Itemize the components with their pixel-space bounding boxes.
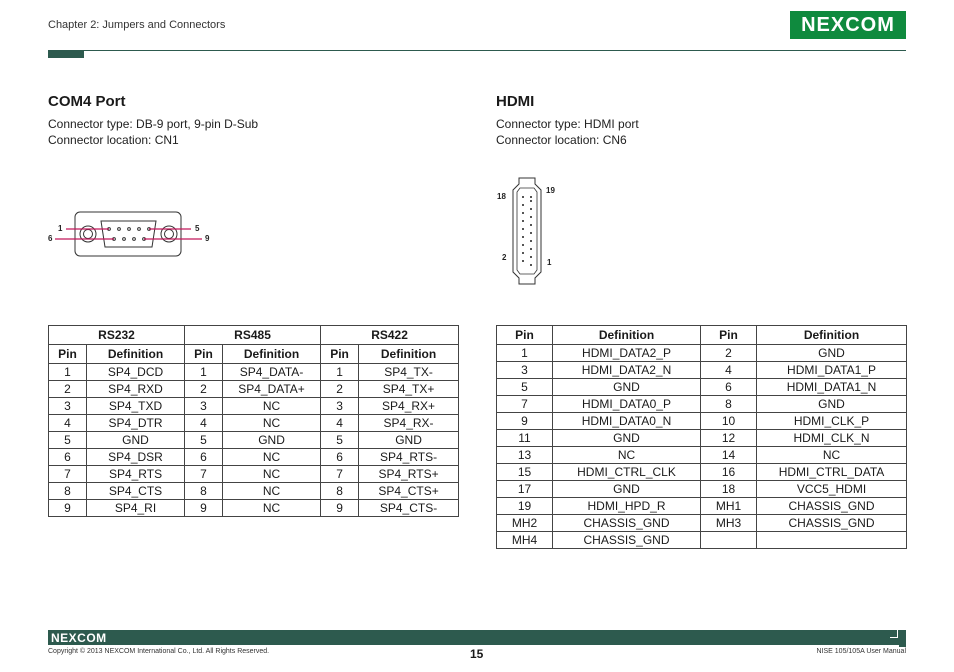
table-cell: 2: [49, 381, 87, 398]
table-row: [49, 432, 459, 449]
table-cell: GND: [359, 432, 459, 449]
table-cell: CHASSIS_GND: [553, 532, 701, 549]
table-cell: 13: [497, 447, 553, 464]
table-cell: NC: [223, 398, 321, 415]
table-cell: 8: [321, 483, 359, 500]
table-row: [49, 466, 459, 483]
table-cell: 7: [49, 466, 87, 483]
table-cell: SP4_RI: [87, 500, 185, 517]
table-row: [497, 464, 907, 481]
table-cell: HDMI_CLK_P: [757, 413, 907, 430]
table-cell: SP4_RTS: [87, 466, 185, 483]
copyright-text: Copyright © 2013 NEXCOM International Co., Ltd. All Rights Reserved.: [48, 648, 270, 655]
nexcom-logo: [790, 11, 906, 39]
table-cell: NC: [223, 500, 321, 517]
col-header: Pin: [185, 345, 223, 364]
table-cell: SP4_DATA+: [223, 381, 321, 398]
table-group-header: [49, 326, 459, 345]
table-cell: 7: [321, 466, 359, 483]
group-rs485: RS485: [185, 326, 321, 345]
table-row: [49, 364, 459, 381]
table-cell: 9: [49, 500, 87, 517]
table-cell: 18: [701, 481, 757, 498]
db9-pin-1-label: 1: [58, 224, 63, 233]
table-cell: 16: [701, 464, 757, 481]
table-row: [497, 447, 907, 464]
table-cell: GND: [553, 379, 701, 396]
table-cell: SP4_CTS-: [359, 500, 459, 517]
table-cell: 4: [321, 415, 359, 432]
hdmi-title: HDMI: [496, 93, 535, 110]
table-cell: 1: [49, 364, 87, 381]
col-header: Pin: [701, 326, 757, 345]
table-cell: 7: [185, 466, 223, 483]
table-cell: SP4_DSR: [87, 449, 185, 466]
col-header: Definition: [553, 326, 701, 345]
table-cell: 8: [49, 483, 87, 500]
table-cell: 10: [701, 413, 757, 430]
db9-connector-diagram: [55, 208, 220, 260]
hdmi-pin-2-label: 2: [502, 253, 507, 262]
table-cell: 5: [321, 432, 359, 449]
db9-pin-5-label: 5: [195, 224, 200, 233]
table-cell: NC: [223, 415, 321, 432]
db9-pin-9-label: 9: [205, 234, 210, 243]
table-cell: CHASSIS_GND: [757, 498, 907, 515]
table-cell: 9: [497, 413, 553, 430]
table-row: [49, 398, 459, 415]
table-row: [49, 483, 459, 500]
col-header: Definition: [223, 345, 321, 364]
com4-title: COM4 Port: [48, 93, 126, 110]
table-cell: HDMI_CTRL_CLK: [553, 464, 701, 481]
table-row: [497, 362, 907, 379]
table-cell: HDMI_DATA1_P: [757, 362, 907, 379]
footer-square: [890, 630, 897, 637]
logo-text: NEXCOM: [801, 13, 895, 36]
table-cell: 3: [185, 398, 223, 415]
hdmi-pin-1-label: 1: [547, 258, 552, 267]
table-cell: SP4_TX-: [359, 364, 459, 381]
table-cell: 5: [49, 432, 87, 449]
table-cell: 1: [321, 364, 359, 381]
col-header: Pin: [321, 345, 359, 364]
col-header: Pin: [49, 345, 87, 364]
table-cell: SP4_DCD: [87, 364, 185, 381]
com4-pin-table: [48, 325, 459, 517]
table-cell: 3: [49, 398, 87, 415]
com4-type: Connector type: DB-9 port, 9-pin D-Sub: [48, 117, 259, 131]
table-cell: 2: [185, 381, 223, 398]
table-cell: GND: [553, 430, 701, 447]
table-cell: 1: [185, 364, 223, 381]
table-cell: 5: [185, 432, 223, 449]
table-cell: MH4: [497, 532, 553, 549]
table-cell: HDMI_CLK_N: [757, 430, 907, 447]
table-cell: GND: [757, 345, 907, 362]
hdmi-type: Connector type: HDMI port: [496, 117, 639, 131]
table-cell: HDMI_DATA0_N: [553, 413, 701, 430]
table-cell: SP4_RX-: [359, 415, 459, 432]
table-cell: GND: [553, 481, 701, 498]
table-cell: 11: [497, 430, 553, 447]
footer-square: [899, 640, 906, 647]
table-cell: SP4_CTS+: [359, 483, 459, 500]
table-cell: SP4_RTS+: [359, 466, 459, 483]
table-row: [497, 430, 907, 447]
table-cell: GND: [757, 396, 907, 413]
table-row: [49, 500, 459, 517]
table-cell: 6: [49, 449, 87, 466]
table-cell: SP4_TXD: [87, 398, 185, 415]
table-row: [497, 345, 907, 362]
col-header: Definition: [757, 326, 907, 345]
hdmi-pin-table: [496, 325, 907, 549]
hdmi-location: Connector location: CN6: [496, 133, 627, 147]
table-cell: SP4_RX+: [359, 398, 459, 415]
table-cell: MH3: [701, 515, 757, 532]
table-cell: NC: [223, 483, 321, 500]
table-cell: 3: [497, 362, 553, 379]
table-row: [49, 449, 459, 466]
table-row: [497, 481, 907, 498]
table-cell: CHASSIS_GND: [553, 515, 701, 532]
table-cell: 6: [185, 449, 223, 466]
table-row: [497, 498, 907, 515]
table-row: [497, 413, 907, 430]
table-subheader: [49, 345, 459, 364]
table-cell: SP4_RXD: [87, 381, 185, 398]
table-row: [497, 515, 907, 532]
table-cell: SP4_DATA-: [223, 364, 321, 381]
footer-logo: NEXCOM: [51, 631, 107, 645]
table-row: [49, 381, 459, 398]
table-cell: SP4_TX+: [359, 381, 459, 398]
table-cell: 1: [497, 345, 553, 362]
table-cell: 14: [701, 447, 757, 464]
table-cell: NC: [757, 447, 907, 464]
table-cell: HDMI_DATA1_N: [757, 379, 907, 396]
table-cell: 4: [701, 362, 757, 379]
page-number: 15: [470, 647, 484, 661]
table-row: [497, 396, 907, 413]
table-cell: 6: [321, 449, 359, 466]
table-cell: SP4_CTS: [87, 483, 185, 500]
table-cell: 7: [497, 396, 553, 413]
table-row: [497, 379, 907, 396]
hdmi-connector-diagram: [511, 176, 543, 286]
table-cell: MH2: [497, 515, 553, 532]
com4-location: Connector location: CN1: [48, 133, 179, 147]
table-cell: CHASSIS_GND: [757, 515, 907, 532]
table-cell: 9: [321, 500, 359, 517]
table-cell: GND: [223, 432, 321, 449]
table-cell: 4: [185, 415, 223, 432]
table-cell: SP4_DTR: [87, 415, 185, 432]
table-cell: 17: [497, 481, 553, 498]
table-cell: 2: [701, 345, 757, 362]
table-cell: [757, 532, 907, 549]
table-cell: GND: [87, 432, 185, 449]
db9-pin-6-label: 6: [48, 234, 53, 243]
table-cell: 4: [49, 415, 87, 432]
table-cell: 2: [321, 381, 359, 398]
table-cell: 6: [701, 379, 757, 396]
col-header: Definition: [359, 345, 459, 364]
hdmi-pin-18-label: 18: [497, 192, 506, 201]
header-accent: [48, 50, 84, 58]
table-cell: 9: [185, 500, 223, 517]
table-cell: 19: [497, 498, 553, 515]
table-cell: 8: [701, 396, 757, 413]
hdmi-pin-19-label: 19: [546, 186, 555, 195]
table-row: [49, 415, 459, 432]
table-cell: VCC5_HDMI: [757, 481, 907, 498]
chapter-title: Chapter 2: Jumpers and Connectors: [48, 19, 226, 31]
group-rs232: RS232: [49, 326, 185, 345]
header-rule: [48, 50, 906, 51]
col-header: Pin: [497, 326, 553, 345]
table-cell: 15: [497, 464, 553, 481]
table-cell: 12: [701, 430, 757, 447]
table-cell: HDMI_DATA2_N: [553, 362, 701, 379]
table-cell: 8: [185, 483, 223, 500]
table-cell: HDMI_CTRL_DATA: [757, 464, 907, 481]
col-header: Definition: [87, 345, 185, 364]
table-header: [497, 326, 907, 345]
table-cell: [701, 532, 757, 549]
table-cell: MH1: [701, 498, 757, 515]
group-rs422: RS422: [321, 326, 459, 345]
table-cell: 5: [497, 379, 553, 396]
table-cell: NC: [553, 447, 701, 464]
manual-title: NISE 105/105A User Manual: [816, 648, 906, 655]
table-cell: HDMI_HPD_R: [553, 498, 701, 515]
table-cell: SP4_RTS-: [359, 449, 459, 466]
table-cell: 3: [321, 398, 359, 415]
table-cell: HDMI_DATA2_P: [553, 345, 701, 362]
table-cell: NC: [223, 449, 321, 466]
table-cell: NC: [223, 466, 321, 483]
table-row: [497, 532, 907, 549]
table-cell: HDMI_DATA0_P: [553, 396, 701, 413]
footer-bar: [48, 630, 906, 645]
